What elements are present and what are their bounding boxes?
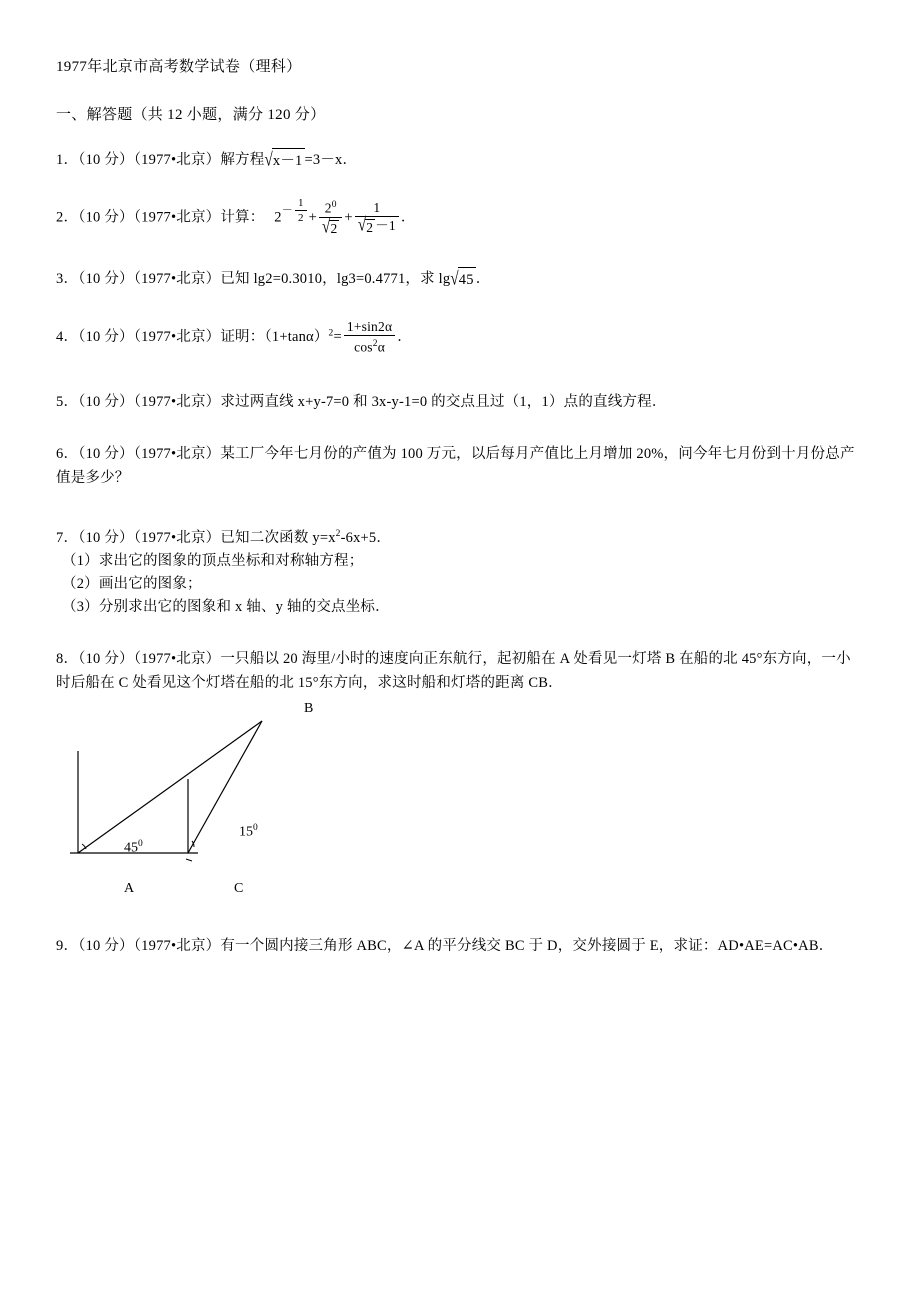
den-radicand: 2 xyxy=(330,221,338,237)
den-sup: 2 xyxy=(372,339,378,350)
degree-sup: 0 xyxy=(253,822,258,833)
question-5: 5．（10 分）（1977•北京）求过两直线 x+y-7=0 和 3x-y-1=0 的交点且过（1，1）点的直线方程． xyxy=(56,393,667,410)
num-base: 2 xyxy=(324,200,332,216)
line-ab xyxy=(78,721,262,856)
radicand: 45 xyxy=(458,267,476,292)
question-2-expression xyxy=(274,196,416,237)
question-1-text: 1．（10 分）（1977•北京）解方程 xyxy=(56,152,265,168)
exp-den: 2 xyxy=(297,211,304,224)
question-2 xyxy=(56,196,864,237)
question-6: 6．（10 分）（1977•北京）某工厂今年七月份的产值为 100 万元，以后每月产值比上月增加 20%，问今年七月份到十月份总产值是多少？ xyxy=(56,445,855,486)
question-7-sub-1: （1）求出它的图象的顶点坐标和对称轴方程； xyxy=(62,552,364,569)
question-3-text: 3．（10 分）（1977•北京）已知 lg2=0.3010，lg3=0.4771，求 lg xyxy=(56,271,451,288)
question-7 xyxy=(56,522,864,619)
fraction-denominator: √2 xyxy=(322,216,338,237)
label-B: B xyxy=(304,700,314,716)
question-9: 9．（10 分）（1977•北京）有一个圆内接三角形 ABC，∠A 的平分线交 BC 于 D，交外接圆于 E，求证：AD•AE=AC•AB． xyxy=(56,937,834,954)
fraction-identity xyxy=(344,319,395,355)
fraction-denominator: √2 －1 xyxy=(357,215,396,236)
den-cos: cos xyxy=(354,339,373,355)
question-7-sub-2: （2）画出它的图象； xyxy=(62,575,202,592)
fraction-numerator xyxy=(319,198,342,218)
label-angle-45 xyxy=(124,839,143,857)
question-4 xyxy=(56,320,864,356)
question-2-text: 2．（10 分）（1977•北京）计算： xyxy=(56,209,265,226)
tick-c xyxy=(186,859,192,861)
power-2: 2 xyxy=(335,528,341,539)
page-title: 1977年北京市高考数学试卷（理科） xyxy=(56,59,302,75)
radical-sign: √ xyxy=(264,150,273,171)
question-7-text-post: -6x+5． xyxy=(340,529,392,546)
question-4-suffix: ． xyxy=(397,329,412,346)
diagram-svg xyxy=(66,701,366,901)
radical-sign: √ xyxy=(450,269,459,290)
exponent-neg-half xyxy=(282,197,309,224)
degree-sup: 0 xyxy=(138,838,143,849)
fraction-2pow0-over-sqrt2 xyxy=(319,198,342,236)
base-2: 2 xyxy=(274,209,282,226)
period: ． xyxy=(400,209,416,226)
radicand: x－1 xyxy=(272,148,305,173)
power-2: 2 xyxy=(328,328,334,339)
angle-15-value: 15 xyxy=(239,824,253,840)
equals-sign: = xyxy=(333,329,342,346)
den-radicand: 2 xyxy=(366,219,374,235)
question-3-suffix: ． xyxy=(475,271,491,288)
question-7-text: 7．（10 分）（1977•北京）已知二次函数 y=x xyxy=(56,529,336,546)
fraction-numerator: 1+sin2α xyxy=(344,319,395,336)
sqrt-radical xyxy=(450,267,475,292)
question-1-suffix: =3－x． xyxy=(304,152,358,168)
label-C: C xyxy=(234,880,244,896)
question-4-text: 4．（10 分）（1977•北京）证明：（1+tanα） xyxy=(56,329,329,346)
exp-fraction xyxy=(295,197,307,224)
fraction-1-over-sqrt2-minus-1 xyxy=(355,200,399,235)
angle-45-value: 45 xyxy=(124,840,138,856)
question-3 xyxy=(56,267,864,292)
exp-sign: － xyxy=(281,203,293,216)
exp-num: 1 xyxy=(295,197,307,211)
question-1 xyxy=(56,148,864,173)
question-7-sub-3: （3）分别求出它的图象和 x 轴、y 轴的交点坐标． xyxy=(62,598,390,615)
navigation-triangle-diagram xyxy=(66,701,366,916)
fraction-denominator xyxy=(344,336,395,355)
section-heading: 一、解答题（共 12 小题，满分 120 分） xyxy=(56,107,326,123)
den-alpha: α xyxy=(377,339,385,355)
plus-2: + xyxy=(344,209,353,226)
sqrt-radical xyxy=(264,148,304,173)
plus-1: + xyxy=(308,209,318,226)
question-8: 8．（10 分）（1977•北京）一只船以 20 海里/小时的速度向正东航行，起初船在 A 处看见一灯塔 B 在船的北 45°东方向，一小时后船在 C 处看见这个灯塔在船的北 15°东方向，求这时船和灯塔的距离 CB． xyxy=(56,650,851,691)
label-A: A xyxy=(124,880,135,896)
label-angle-15 xyxy=(239,823,258,841)
fraction-numerator: 1 xyxy=(355,200,399,217)
den-tail: －1 xyxy=(375,217,396,233)
num-sup: 0 xyxy=(331,200,337,211)
